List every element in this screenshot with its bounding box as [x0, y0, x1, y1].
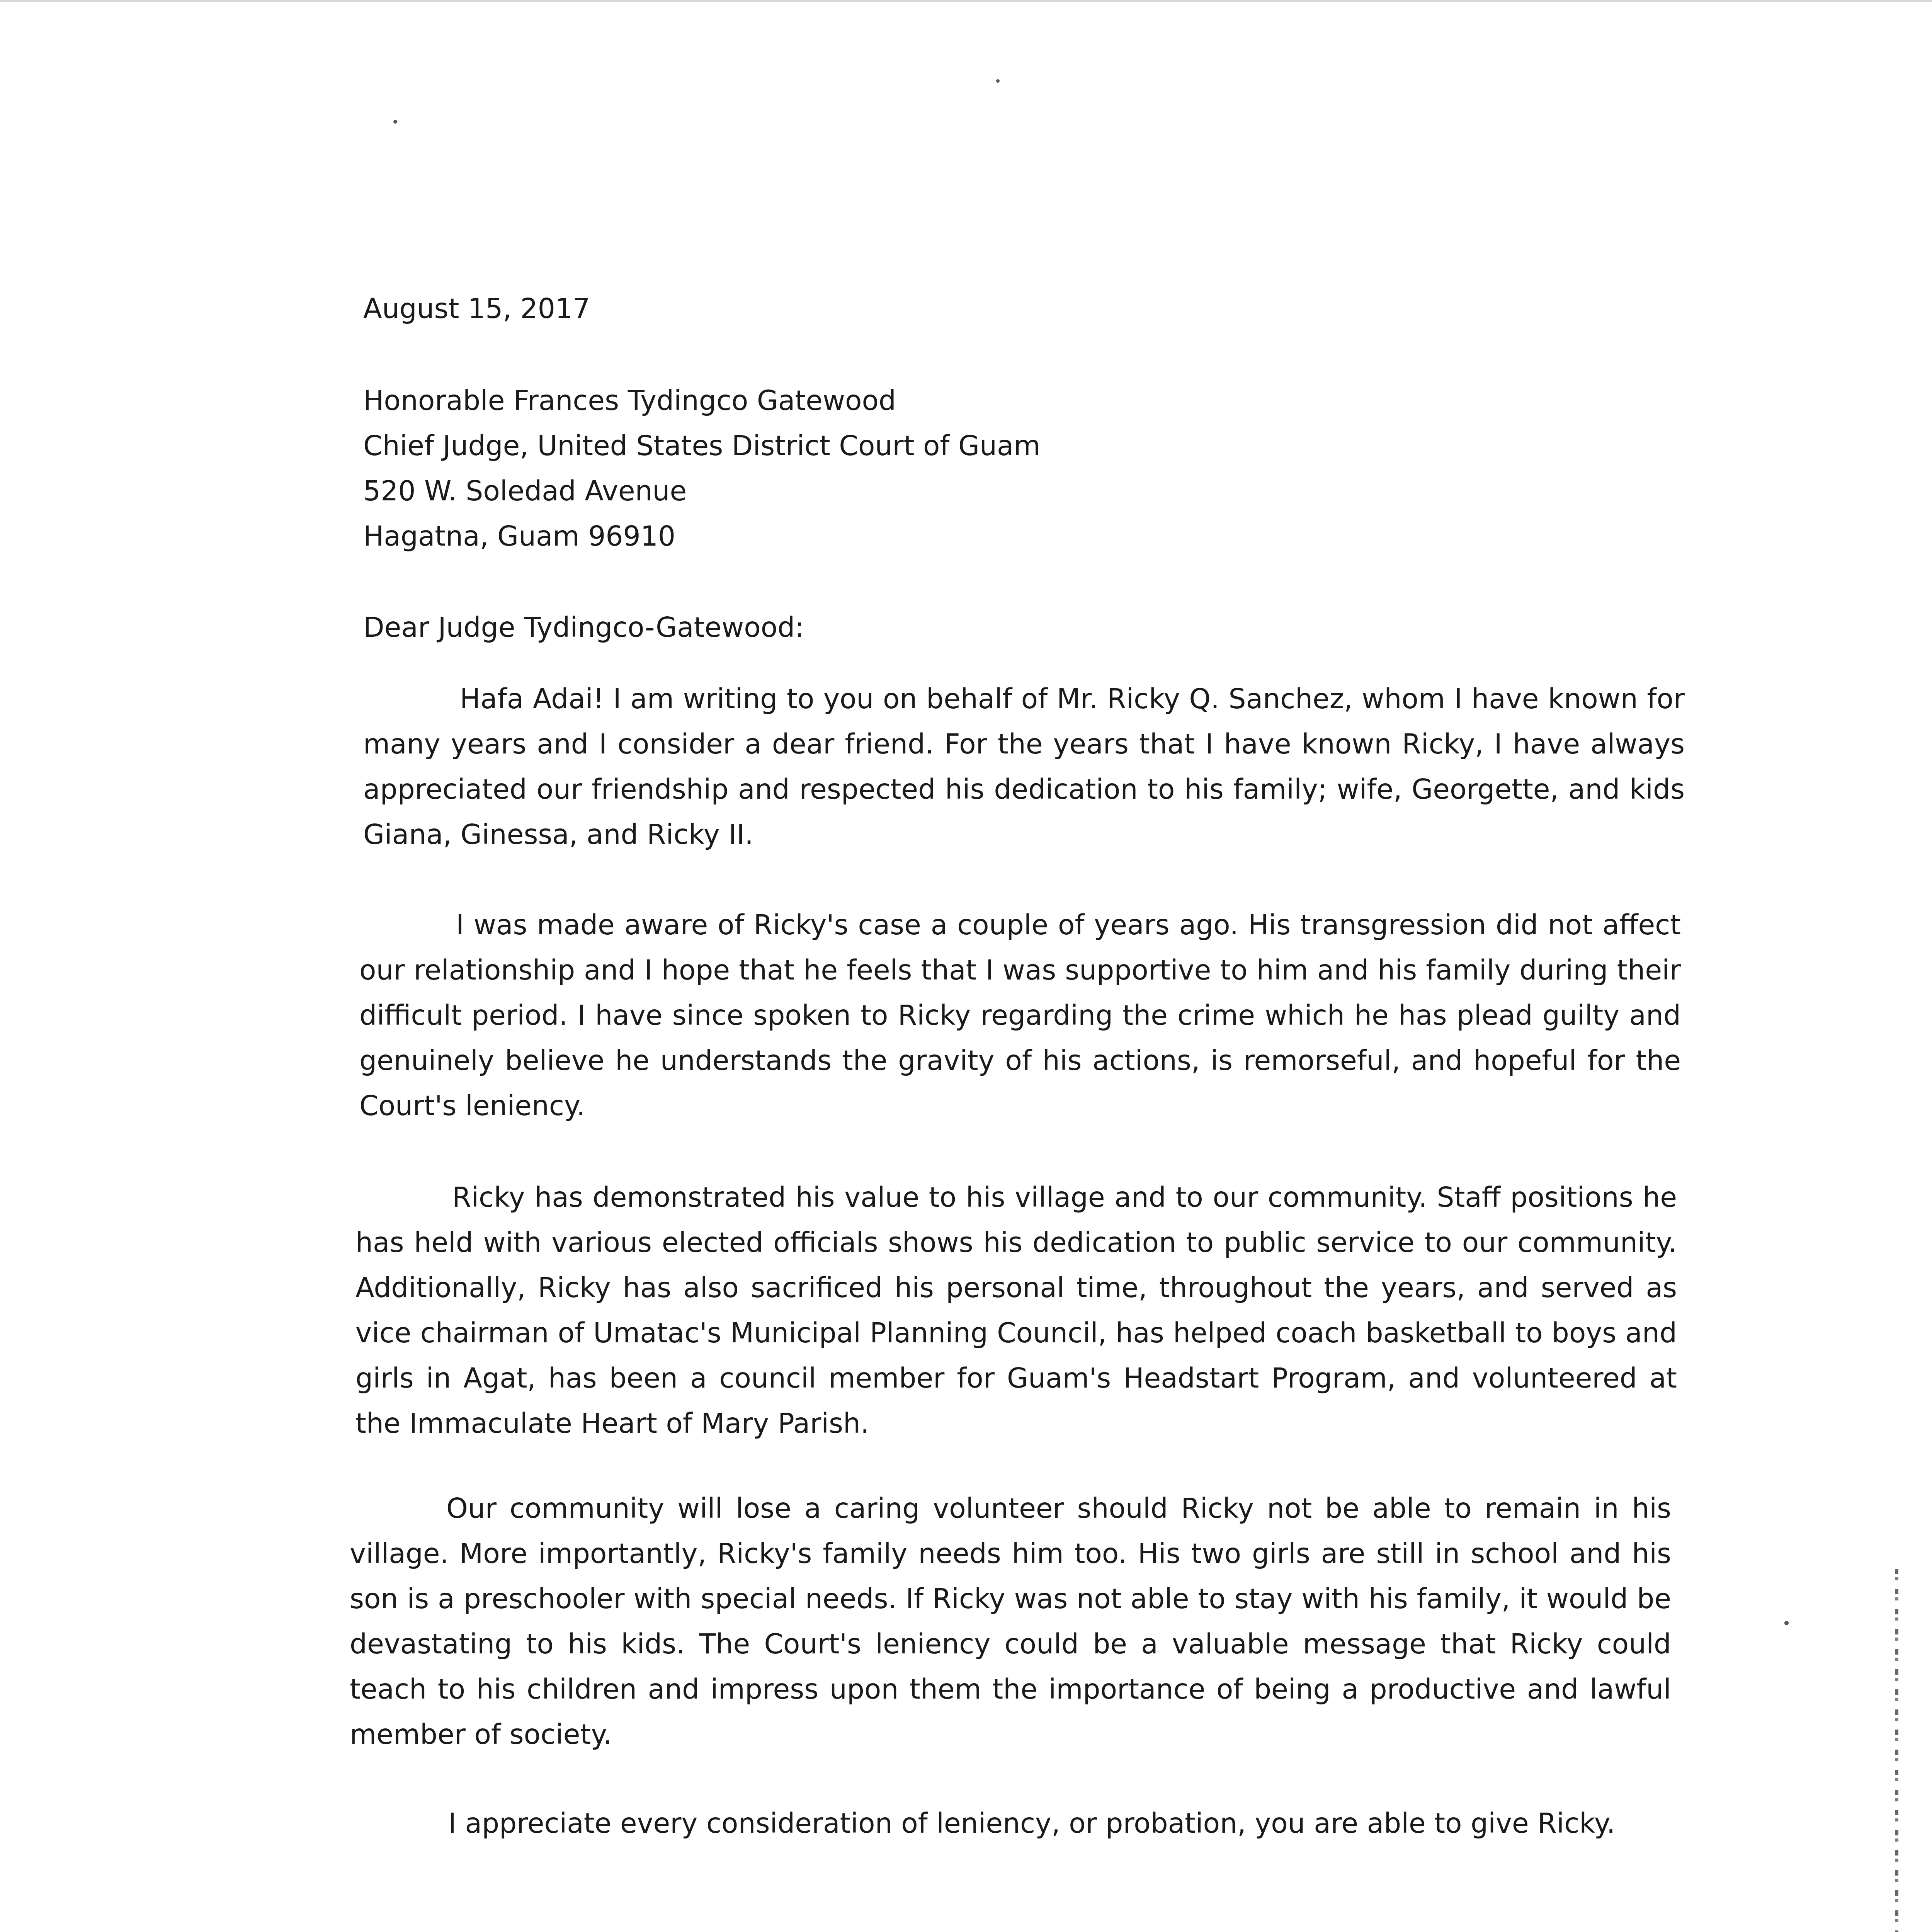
recipient-name: Honorable Frances Tydingco Gatewood	[363, 384, 896, 417]
paragraph-text: I was made aware of Ricky's case a couple of years ago. His transgression did not affect our relationship and I hope that he feels that I was supportive to him and his family during their difficult period. I have since spoken to Ricky regarding the crime which he has plead guilty and genuinely believe he understands the gravity of his actions, is remorseful, and hopeful for the Court's leniency.	[359, 909, 1681, 1122]
salutation: Dear Judge Tydingco-Gatewood:	[363, 611, 804, 643]
recipient-address	[363, 378, 1600, 559]
scan-speck	[1784, 1621, 1789, 1625]
body-paragraph-3	[355, 1175, 1677, 1446]
scan-top-edge	[0, 0, 1932, 2]
body-paragraph-2	[359, 902, 1681, 1128]
paragraph-text: Our community will lose a caring volunteer should Ricky not be able to remain in his village. More importantly, Ricky's family needs him too. His two girls are still in school and his son is a preschooler with special needs. If Ricky was not able to stay with his family, it would be devastating to his kids. The Court's leniency could be a valuable message that Ricky could teach to his children and impress upon them the importance of being a productive and lawful member of society.	[350, 1492, 1671, 1750]
scan-speck	[393, 120, 397, 124]
paragraph-text: Hafa Adai! I am writing to you on behalf of Mr. Ricky Q. Sanchez, whom I have known for many years and I consider a dear friend. For the years that I have known Ricky, I have always appreciated our friendship and respected his dedication to his family; wife, Georgette, and kids Giana, Ginessa, and Ricky II.	[363, 683, 1685, 850]
body-paragraph-4	[350, 1486, 1671, 1757]
body-paragraph-1	[363, 676, 1685, 857]
scan-speck	[996, 79, 1000, 83]
letter-date: August 15, 2017	[363, 293, 590, 325]
recipient-street: 520 W. Soledad Avenue	[363, 475, 687, 507]
closing-line: I appreciate every consideration of leniency, or probation, you are able to give Ricky.	[448, 1807, 1616, 1839]
scan-edge-artifact	[1895, 1569, 1898, 1932]
recipient-city: Hagatna, Guam 96910	[363, 520, 676, 552]
paragraph-text: Ricky has demonstrated his value to his village and to our community. Staff positions he has held with various elected officials shows his dedication to public service to our community. Additionally, Ricky has also sacrificed his personal time, throughout the years, and served as vice chairman of Umatac's Municipal Planning Council, has helped coach basketball to boys and girls in Agat, has been a council member for Guam's Headstart Program, and volunteered at the Immaculate Heart of Mary Parish.	[355, 1181, 1677, 1439]
recipient-title: Chief Judge, United States District Court of Guam	[363, 430, 1041, 462]
